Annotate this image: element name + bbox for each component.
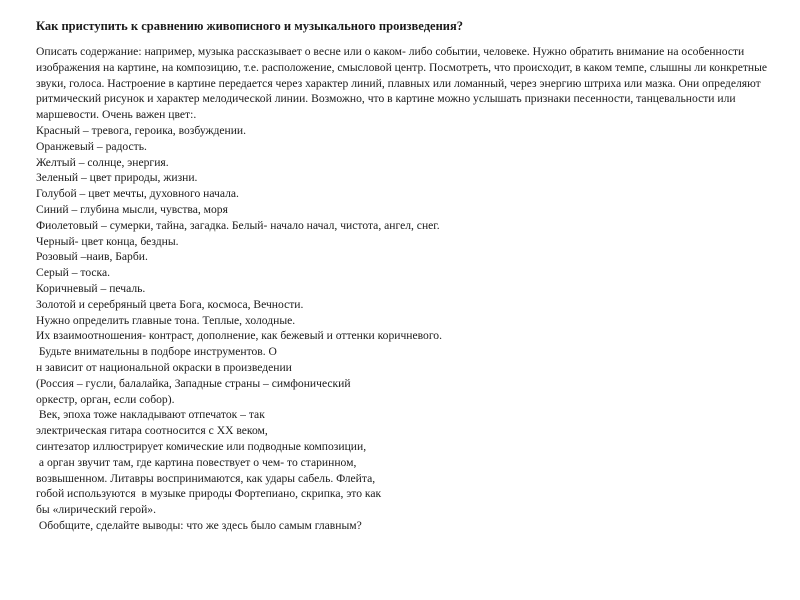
color-line-black: Черный- цвет конца, бездны.	[36, 234, 179, 248]
text-line: возвышенном. Литавры воспринимаются, как удары сабель. Флейта,	[36, 471, 376, 485]
document-page	[36, 18, 776, 534]
color-line-blue: Синий – глубина мысли, чувства, моря	[36, 202, 228, 216]
text-line: н зависит от национальной окраски в произведении	[36, 360, 292, 374]
text-line: Нужно определить главные тона. Теплые, холодные.	[36, 313, 296, 327]
text-line: бы «лирический герой».	[36, 503, 156, 517]
color-line-orange: Оранжевый – радость.	[36, 139, 147, 153]
text-line: синтезатор иллюстрирует комические или подводные композиции,	[36, 439, 367, 453]
text-line: Их взаимоотношения- контраст, дополнение, как бежевый и оттенки коричневого.	[36, 329, 442, 343]
text-line: оркестр, орган, если собор).	[36, 392, 175, 406]
color-line-red: Красный – тревога, героика, возбуждении.	[36, 123, 247, 137]
color-line-gold-silver: Золотой и серебряный цвета Бога, космоса, Вечности.	[36, 297, 304, 311]
color-line-green: Зеленый – цвет природы, жизни.	[36, 171, 198, 185]
color-line-brown: Коричневый – печаль.	[36, 281, 146, 295]
text-line: Будьте внимательны в подборе инструментов. О	[36, 345, 277, 359]
text-line: гобой используются в музыке природы Фортепиано, скрипка, это как	[36, 487, 382, 501]
color-line-violet-white: Фиолетовый – сумерки, тайна, загадка. Белый- начало начал, чистота, ангел, снег.	[36, 218, 440, 232]
conclusion-line: Обобщите, сделайте выводы: что же здесь было самым главным?	[36, 518, 362, 532]
text-line: а орган звучит там, где картина повествует о чем- то старинном,	[36, 455, 357, 469]
text-line: электрическая гитара соотносится с XX веком,	[36, 424, 268, 438]
intro-paragraph: Описать содержание: например, музыка рассказывает о весне или о каком- либо событии, человеке. Нужно обратить внимание на особенности изображения на картине, на композицию, т.е. расположение, смысловой центр. Посмотреть, что происходит, в каком темпе, слышны ли конкретные звуки, голоса. Настроение в картине передается через характер линий, плавных или ломанный, через энергию штриха или мазка. Они определяют ритмический рисунок и характер мелодической линии. Возможно, что в картине можно услышать признаки песенности, танцевальности или маршевости. Очень важен цвет:.	[36, 45, 768, 122]
color-line-yellow: Желтый – солнце, энергия.	[36, 155, 169, 169]
color-line-pink: Розовый –наив, Барби.	[36, 250, 148, 264]
text-line: Век, эпоха тоже накладывают отпечаток – так	[36, 408, 265, 422]
color-line-light-blue: Голубой – цвет мечты, духовного начала.	[36, 187, 239, 201]
color-line-grey: Серый – тоска.	[36, 266, 111, 280]
document-title: Как приступить к сравнению живописного и музыкального произведения?	[36, 19, 463, 33]
text-line: (Россия – гусли, балалайка, Западные страны – симфонический	[36, 376, 351, 390]
